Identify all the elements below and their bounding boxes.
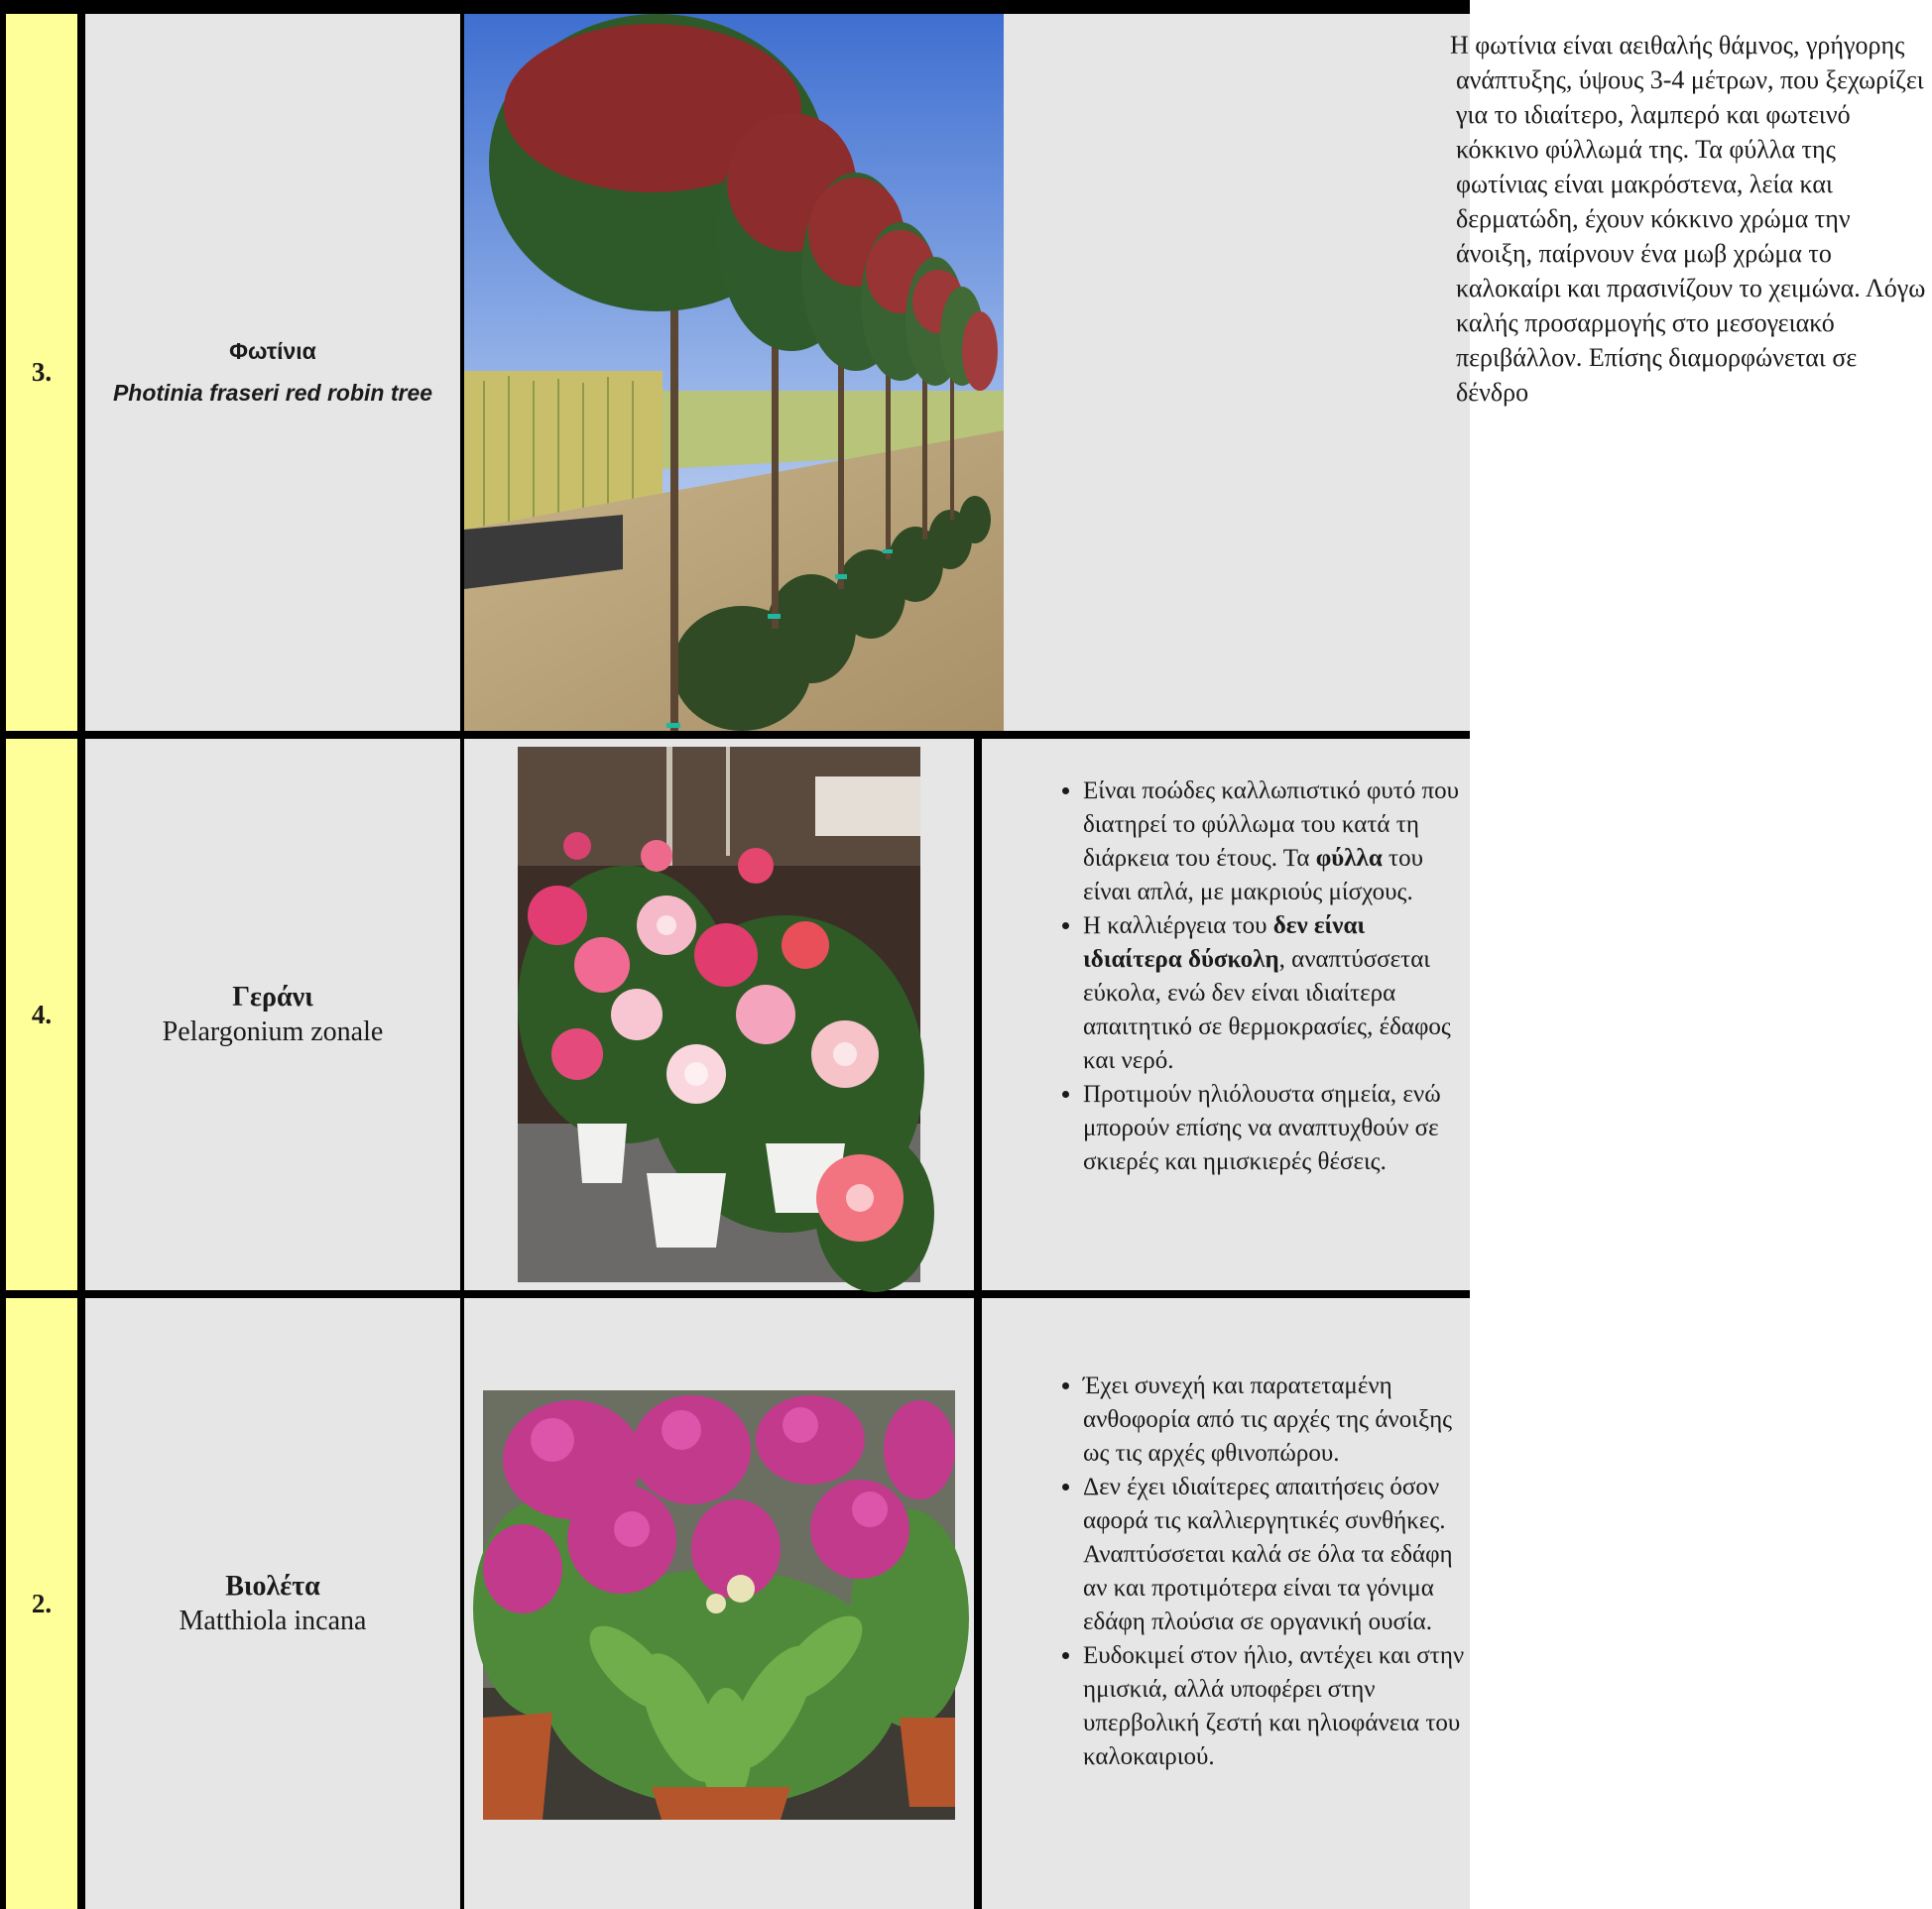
text-segment: Είναι ποώδες καλλωπιστικό φυτό που διατηρεί το φύλλωμα του κατά τη διάρκεια του έτους. Τα bbox=[1083, 777, 1460, 872]
description-bullet bbox=[1083, 909, 1470, 1078]
latin-name: Matthiola incana bbox=[179, 1606, 367, 1636]
description-bullet bbox=[1083, 1078, 1470, 1179]
bold-text: φύλλα bbox=[1315, 845, 1383, 872]
photinia-photo bbox=[464, 14, 1004, 731]
description-bullet bbox=[1083, 1471, 1470, 1639]
plant-name-cell bbox=[85, 1298, 460, 1909]
text-segment: Δεν έχει ιδιαίτερες απαιτήσεις όσον αφορά τις καλλιεργητικές συνθήκες. Αναπτύσσεται καλά σε όλα τα εδάφη αν και προτιμότερα είναι τα γόνιμα εδάφη πλούσια σε οργανική ουσία. bbox=[1083, 1474, 1453, 1635]
text-segment: Η καλλιέργεια του bbox=[1083, 912, 1273, 939]
geranium-photo bbox=[518, 747, 920, 1282]
row-number-cell bbox=[6, 739, 77, 1290]
plant-description-list bbox=[982, 1370, 1470, 1774]
plant-description-list bbox=[982, 775, 1470, 1179]
plant-description-cell bbox=[982, 1298, 1470, 1909]
row-number: 2. bbox=[31, 1588, 53, 1618]
text-segment: Προτιμούν ηλιόλουστα σημεία, ενώ μπορούν επίσης να αναπτυχθούν σε σκιερές και ημισκιερές θέσεις. bbox=[1083, 1081, 1441, 1175]
row-number: 3. bbox=[31, 357, 53, 387]
matthiola-photo bbox=[483, 1390, 955, 1820]
description-bullet bbox=[1083, 1639, 1470, 1774]
description-bullet bbox=[1083, 1370, 1470, 1471]
bold-text: δεν είναι ιδιαίτερα δύσκολη bbox=[1083, 912, 1366, 973]
plant-name-cell bbox=[85, 14, 460, 731]
row-number: 4. bbox=[31, 999, 53, 1029]
common-name: Βιολέτα bbox=[225, 1571, 320, 1602]
plant-name-cell bbox=[85, 739, 460, 1290]
row-number-cell bbox=[6, 1298, 77, 1909]
description-bullet bbox=[1083, 775, 1470, 909]
text-segment: Ευδοκιμεί στον ήλιο, αντέχει και στην ημισκιά, αλλά υποφέρει στην υπερβολική ζεστή και ηλιοφάνεια του καλοκαιριού. bbox=[1083, 1642, 1465, 1770]
latin-name: Pelargonium zonale bbox=[162, 1016, 384, 1047]
photo-cell bbox=[464, 14, 1926, 731]
text-segment: του είναι απλά, με μακριούς μίσχους. bbox=[1083, 845, 1423, 905]
common-name: Γεράνι bbox=[232, 982, 313, 1013]
text-segment: Έχει συνεχή και παρατεταμένη ανθοφορία από τις αρχές της άνοιξης ως τις αρχές φθινοπώρου. bbox=[1083, 1372, 1453, 1467]
latin-name: Photinia fraseri red robin tree bbox=[112, 379, 433, 406]
photo-cell bbox=[464, 1298, 974, 1909]
row-number-cell bbox=[6, 14, 77, 731]
text-segment: , αναπτύσσεται εύκολα, ενώ δεν είναι ιδιαίτερα απαιτητικό σε θερμοκρασίες, έδαφος και νερό. bbox=[1083, 946, 1451, 1074]
plant-description: Η φωτίνια είναι αειθαλής θάμνος, γρήγορης ανάπτυξης, ύψους 3-4 μέτρων, που ξεχωρίζει για το ιδιαίτερο, λαμπερό και φωτεινό κόκκινο φύλλωμά της. Τα φύλλα της φωτίνιας είναι μακρόστενα, λεία και δερματώδη, έχουν κόκκινο χρώμα την άνοιξη, παίρνουν ένα μωβ χρώμα το καλοκαίρι και πρασινίζουν το χειμώνα. Λόγω καλής προσαρμογής στο μεσογειακό περιβάλλον. Επίσης διαμορφώνεται σε δένδρο bbox=[1450, 31, 1926, 407]
common-name: Φωτίνια bbox=[229, 338, 316, 365]
plant-description-cell bbox=[982, 739, 1470, 1290]
photo-cell bbox=[464, 739, 974, 1290]
